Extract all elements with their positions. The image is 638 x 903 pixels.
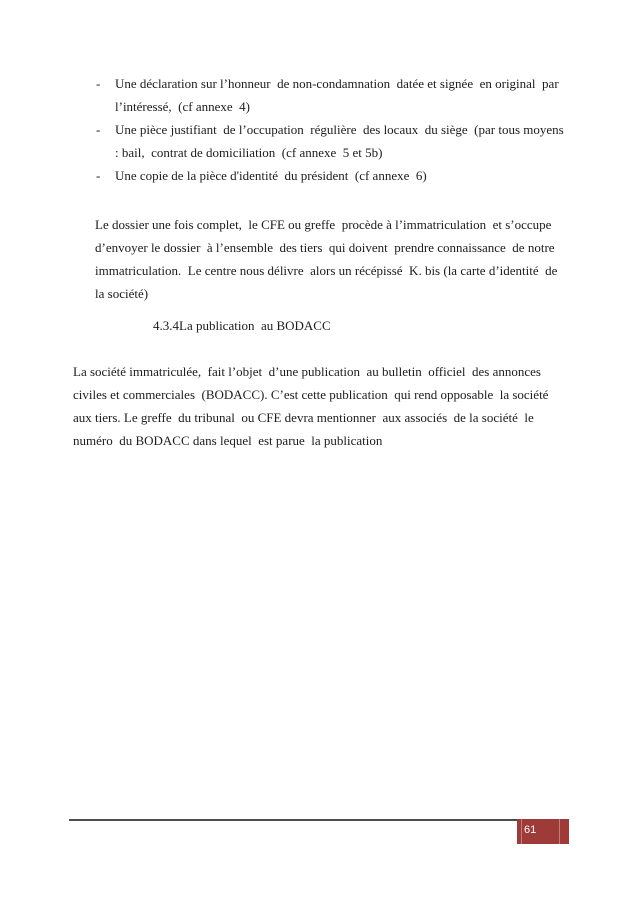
paragraph-bodacc: La société immatriculée, fait l’objet d’une publication au bulletin officiel des annonces civiles et commerciales (BODACC). C’est cette publication qui rend opposable la société aux tiers. Le greffe du tribunal ou CFE devra mentionner aux associés de la société le numéro du BODACC dans lequel est parue la publication — [73, 364, 555, 448]
footer-divider — [69, 819, 517, 821]
page-number: 61 — [524, 824, 537, 836]
bullet-text: Une pièce justifiant de l’occupation régulière des locaux du siège (par tous moyens : bail, contrat de domiciliation (cf annexe 5 et 5b) — [115, 122, 571, 160]
bullet-list — [95, 72, 571, 187]
paragraph-immatriculation: Le dossier une fois complet, le CFE ou greffe procède à l’immatriculation et s’occupe d’envoyer le dossier à l’ensemble des tiers qui doivent prendre connaissance de notre immatriculation. Le centre nous délivre alors un récépissé K. bis (la carte d’identité de la société) — [95, 217, 561, 301]
dash-bullet: - — [96, 168, 101, 183]
list-item — [95, 164, 565, 187]
bullet-text: Une copie de la pièce d'identité du président (cf annexe 6) — [115, 168, 427, 183]
page-badge-tick-right — [559, 819, 560, 844]
list-item — [95, 72, 565, 118]
page-badge-tick-left — [521, 819, 522, 844]
page-number-badge — [517, 819, 569, 844]
section-heading-bodacc: 4.3.4La publication au BODACC — [153, 318, 331, 333]
dash-bullet: - — [96, 122, 101, 137]
bullet-text: Une déclaration sur l’honneur de non-condamnation datée et signée en original par l’intéressé, (cf annexe 4) — [115, 76, 562, 114]
document-content — [73, 72, 571, 452]
list-item — [95, 118, 571, 164]
dash-bullet: - — [96, 76, 101, 91]
